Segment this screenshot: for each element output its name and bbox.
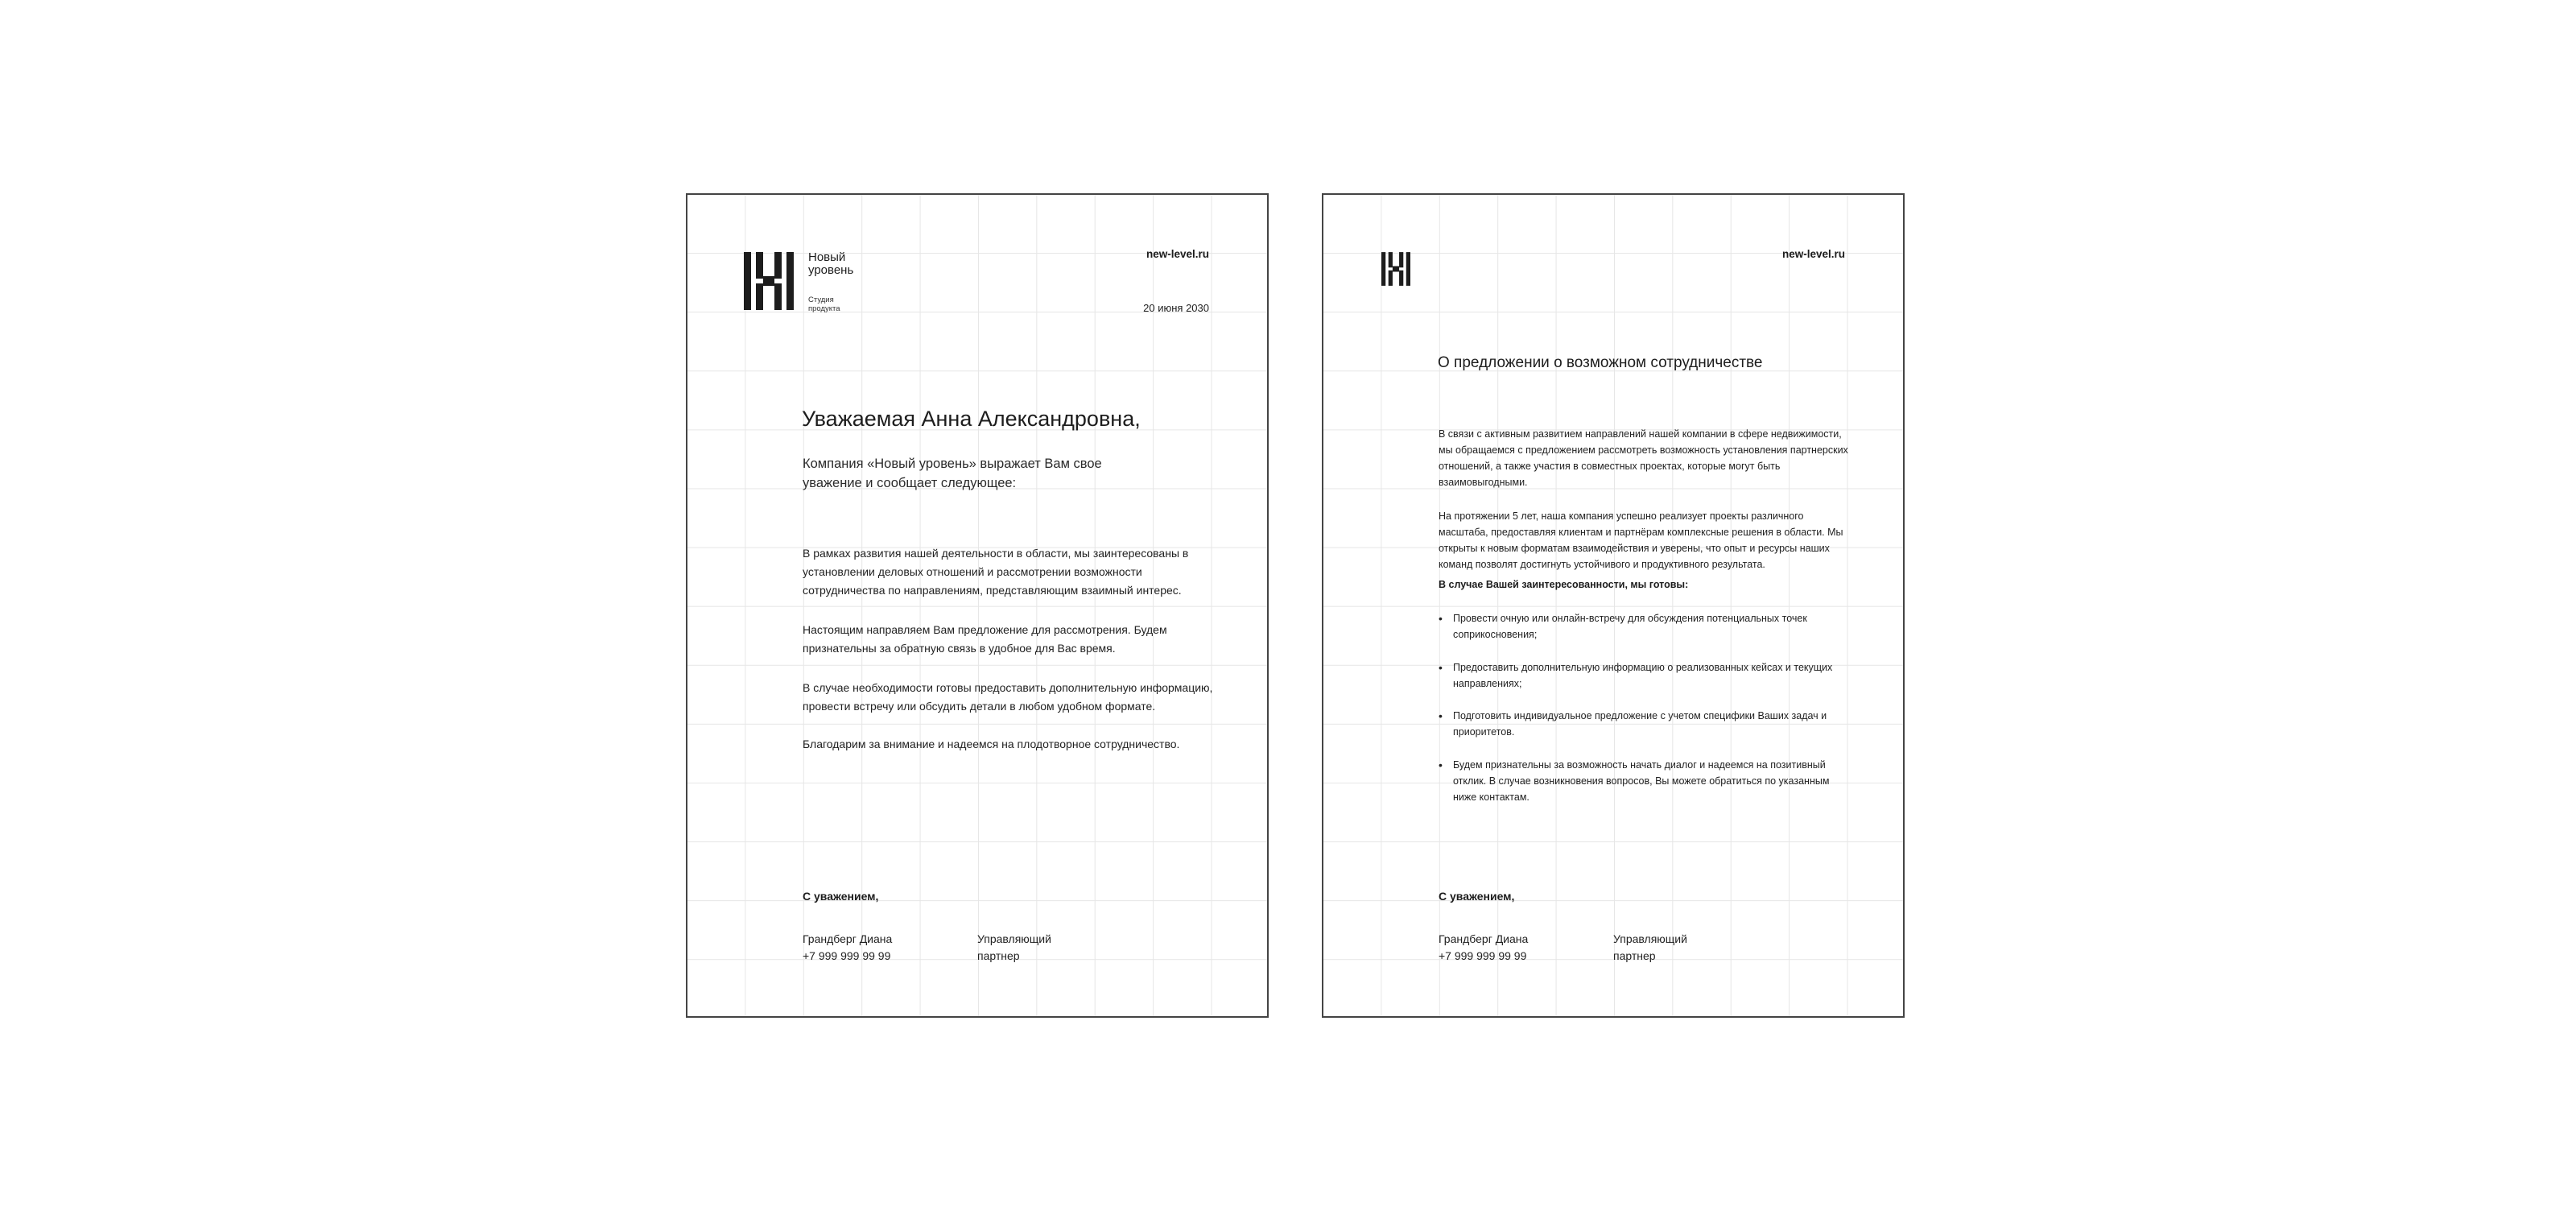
brand-name: Новый уровень: [808, 250, 854, 277]
body-paragraph: Настоящим направляем Вам предложение для рассмотрения. Будем признательны за обратную связь в удобное для Вас время.: [803, 623, 1167, 655]
offer-list: [1439, 610, 1849, 822]
signature-closing: С уважением,: [1439, 890, 1515, 903]
body-paragraph: В связи с активным развитием направлений нашей компании в сфере недвижимости, мы обращаемся с предложением рассмотреть возможность установления партнерских отношений, а также участия в совместных проектах, которые могут быть взаимовыгодными.: [1439, 428, 1848, 489]
brand-tagline: Студия продукта: [808, 296, 840, 313]
signature-contact: [1439, 931, 1528, 965]
list-item: • Провести очную или онлайн-встречу для обсуждения потенциальных точек соприкосновения;: [1439, 610, 1849, 643]
list-item: • Будем признательны за возможность начать диалог и надеемся на позитивный отклик. В случае возникновения вопросов, Вы можете обратиться по указанным ниже контактам.: [1439, 757, 1849, 806]
intro-text: Компания «Новый уровень» выражает Вам свое уважение и сообщает следующее:: [803, 457, 1102, 490]
signature-name: Грандберг Диана: [1439, 932, 1529, 945]
list-item: • Предоставить дополнительную информацию о реализованных кейсах и текущих направлениях;: [1439, 659, 1849, 692]
brand-logo-icon: [744, 252, 794, 310]
website-link[interactable]: new-level.ru: [1146, 248, 1209, 260]
letter-page-2: [1322, 193, 1905, 1018]
signature-phone[interactable]: +7 999 999 99 99: [803, 949, 891, 962]
letter-date: 20 июня 2030: [1143, 302, 1209, 314]
signature-closing: С уважением,: [803, 890, 879, 903]
body-paragraph: На протяжении 5 лет, наша компания успешно реализует проекты различного масштаба, предоставляя клиентам и партнёрам комплексные решения в области. Мы открыты к новым форматам взаимодействия и уверены, что опыт и ресурсы наших команд позволят достигнуть устойчивого и продуктивного результата.: [1439, 510, 1843, 571]
list-item: • Подготовить индивидуальное предложение с учетом специфики Ваших задач и приоритетов.: [1439, 708, 1849, 741]
signature-name: Грандберг Диана: [803, 932, 893, 945]
signature-contact: [803, 931, 892, 965]
letter-page-1: [686, 193, 1269, 1018]
body-paragraph: В рамках развития нашей деятельности в области, мы заинтересованы в установлении деловых отношений и рассмотрении возможности сотрудничества по направлениям, представляющим взаимный интерес.: [803, 547, 1189, 597]
body-paragraph: В случае необходимости готовы предоставить дополнительную информацию, провести встречу или обсудить детали в любом удобном формате.: [803, 681, 1213, 713]
greeting: Уважаемая Анна Александровна,: [802, 407, 1141, 431]
letter-subject: О предложении о возможном сотрудничестве: [1438, 354, 1763, 371]
signature-phone[interactable]: +7 999 999 99 99: [1439, 949, 1527, 962]
ready-heading: В случае Вашей заинтересованности, мы готовы:: [1439, 579, 1689, 590]
signature-role: Управляющий партнер: [1613, 932, 1687, 962]
body-paragraph: Благодарим за внимание и надеемся на плодотворное сотрудничество.: [803, 738, 1180, 750]
website-link[interactable]: new-level.ru: [1781, 248, 1845, 260]
signature-role: Управляющий партнер: [977, 932, 1051, 962]
brand-logo-icon: [1381, 252, 1410, 286]
